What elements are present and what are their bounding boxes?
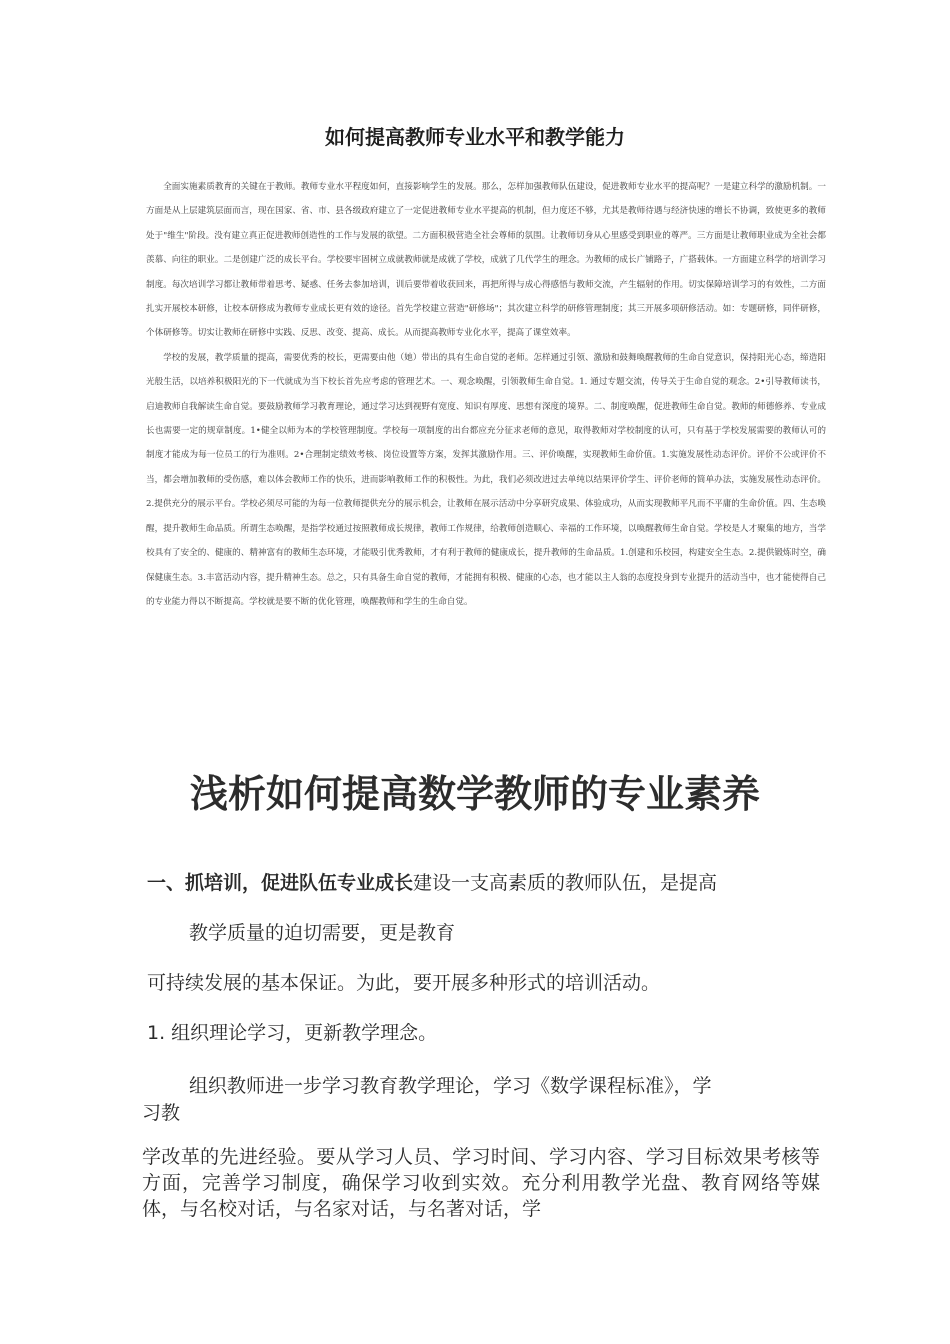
text-line: 习教 (142, 1102, 181, 1124)
section-heading: 一、抓培训，促进队伍专业成长 (147, 872, 414, 894)
article-body (146, 175, 826, 614)
text-line: 可持续发展的基本保证。为此，要开展多种形式的培训活动。 (147, 972, 661, 994)
text-line: 组织教师进一步学习教育教学理论，学习《数学课程标准》，学 (189, 1075, 712, 1097)
paragraph: 学改革的先进经验。要从学习人员、学习时间、学习内容、学习目标效果考核等方面，完善学习制度，确保学习收到实效。充分利用教学光盘、教育网络等媒体，与名校对话，与名家对话，与名著对话，学 (142, 1146, 820, 1220)
text-line: 教学质量的迫切需要，更是教育 (189, 922, 456, 944)
paragraph: 全面实施素质教育的关键在于教师。教师专业水平程度如何，直接影响学生的发展。那么，怎样加强教师队伍建设，促进教师专业水平的提高呢？一是建立科学的激励机制。一方面是从上层建筑层面而言，现在国家、省、市、县各级政府建立了一定促进教师专业水平提高的机制，但力度还不够，尤其是教师待遇与经济快速的增长不协调，致使更多的教师处于"维生"阶段。没有建立真正促进教师创造性的工作与发展的欲望。二方面积极营造全社会尊师的氛围。让教师切身从心里感受到职业的尊严。三方面是让教师职业成为全社会都羡慕、向往的职业。二是创建广泛的成长平台。学校要牢固树立成就教师就是成就了学校，成就了几代学生的理念。为教师的成长广铺路子，广搭载体。一方面建立科学的培训学习制度。每次培训学习都让教师带着思考、疑惑、任务去参加培训，训后要带着收获回来，再把所得与成心得感悟与教师交流，产生辐射的作用。切实保障培训学习的有效性，二方面扎实开展校本研修，让校本研修成为教师专业成长更有效的途径。首先学校建立营造"研修场"；其次建立科学的研修管理制度；其三开展多项研修活动。如：专题研修，同伴研修，个体研修等。切实让教师在研修中实践、反思、改变、提高、成长。从而提高教师专业化水平，提高了课堂效率。 (146, 182, 826, 339)
section-heading-line (147, 868, 717, 895)
section-title: 浅析如何提高数学教师的专业素养 (189, 772, 760, 816)
document-title: 如何提高教师专业水平和教学能力 (325, 125, 625, 149)
list-item-heading: 1. 组织理论学习，更新教学理念。 (147, 1022, 438, 1044)
section-text: 建设一支高素质的教师队伍，是提高 (413, 872, 718, 894)
paragraph: 学校的发展，教学质量的提高，需要优秀的校长，更需要由他（她）带出的具有生命自觉的老师。怎样通过引领、激励和鼓舞唤醒教师的生命自觉意识，保持阳光心态，缔造阳光般生活，以培养积极阳光的下一代就成为当下校长首先应考虑的管理艺术。一、观念唤醒，引领教师生命自觉。1. 通过专题交流，传导关于生命自觉的观念。2•引导教师读书，启迪教师自我解读生命自觉。要鼓励教师学习教育理论，通过学习达到视野有宽度、知识有厚度、思想有深度的境界。二、制度唤醒，促进教师生命自觉。教师的师德修养、专业成长也需要一定的规章制度。1•健全以师为本的学校管理制度。学校每一项制度的出台都应充分征求老师的意见，取得教师对学校制度的认可，只有基于学校发展需要的教师认可的制度才能成为每一位员工的行为准则。2•合理制定绩效考核、岗位设置等方案，发挥其激励作用。三、评价唤醒，实现教师生命价值。1.实施发展性动态评价。评价不公或评价不当，都会增加教师的受伤感，难以体会教师工作的快乐，进而影响教师工作的积极性。为此，我们必须改进过去单纯以结果评价学生、评价老师的简单办法，实施发展性动态评价。2.提供充分的展示平台。学校必须尽可能的为每一位教师提供充分的展示机会，让教师在展示活动中分享研究成果、体验成功，从而实现教师平凡而不平庸的生命价值。四、生态唤醒，提升教师生命品质。所谓生态唤醒，是指学校通过按照教师成长规律，教师工作规律，给教师创造顺心、幸福的工作环境，以唤醒教师生命自觉。学校是人才聚集的地方，当学校具有了安全的、健康的、精神富有的教师生态环境，才能吸引优秀教师，才有利于教师的健康成长，提升教师的生命品质。1.创建和乐校园，构建安全生态。2.提供锻炼时空，确保健康生态。3.丰富活动内容，提升精神生态。总之，只有具备生命自觉的教师，才能拥有积极、健康的心态，也才能以主人翁的态度投身到专业提升的活动当中，也才能使得自己的专业能力得以不断提高。学校就是要不断的优化管理，唤醒教师和学生的生命自觉。 (146, 352, 826, 607)
